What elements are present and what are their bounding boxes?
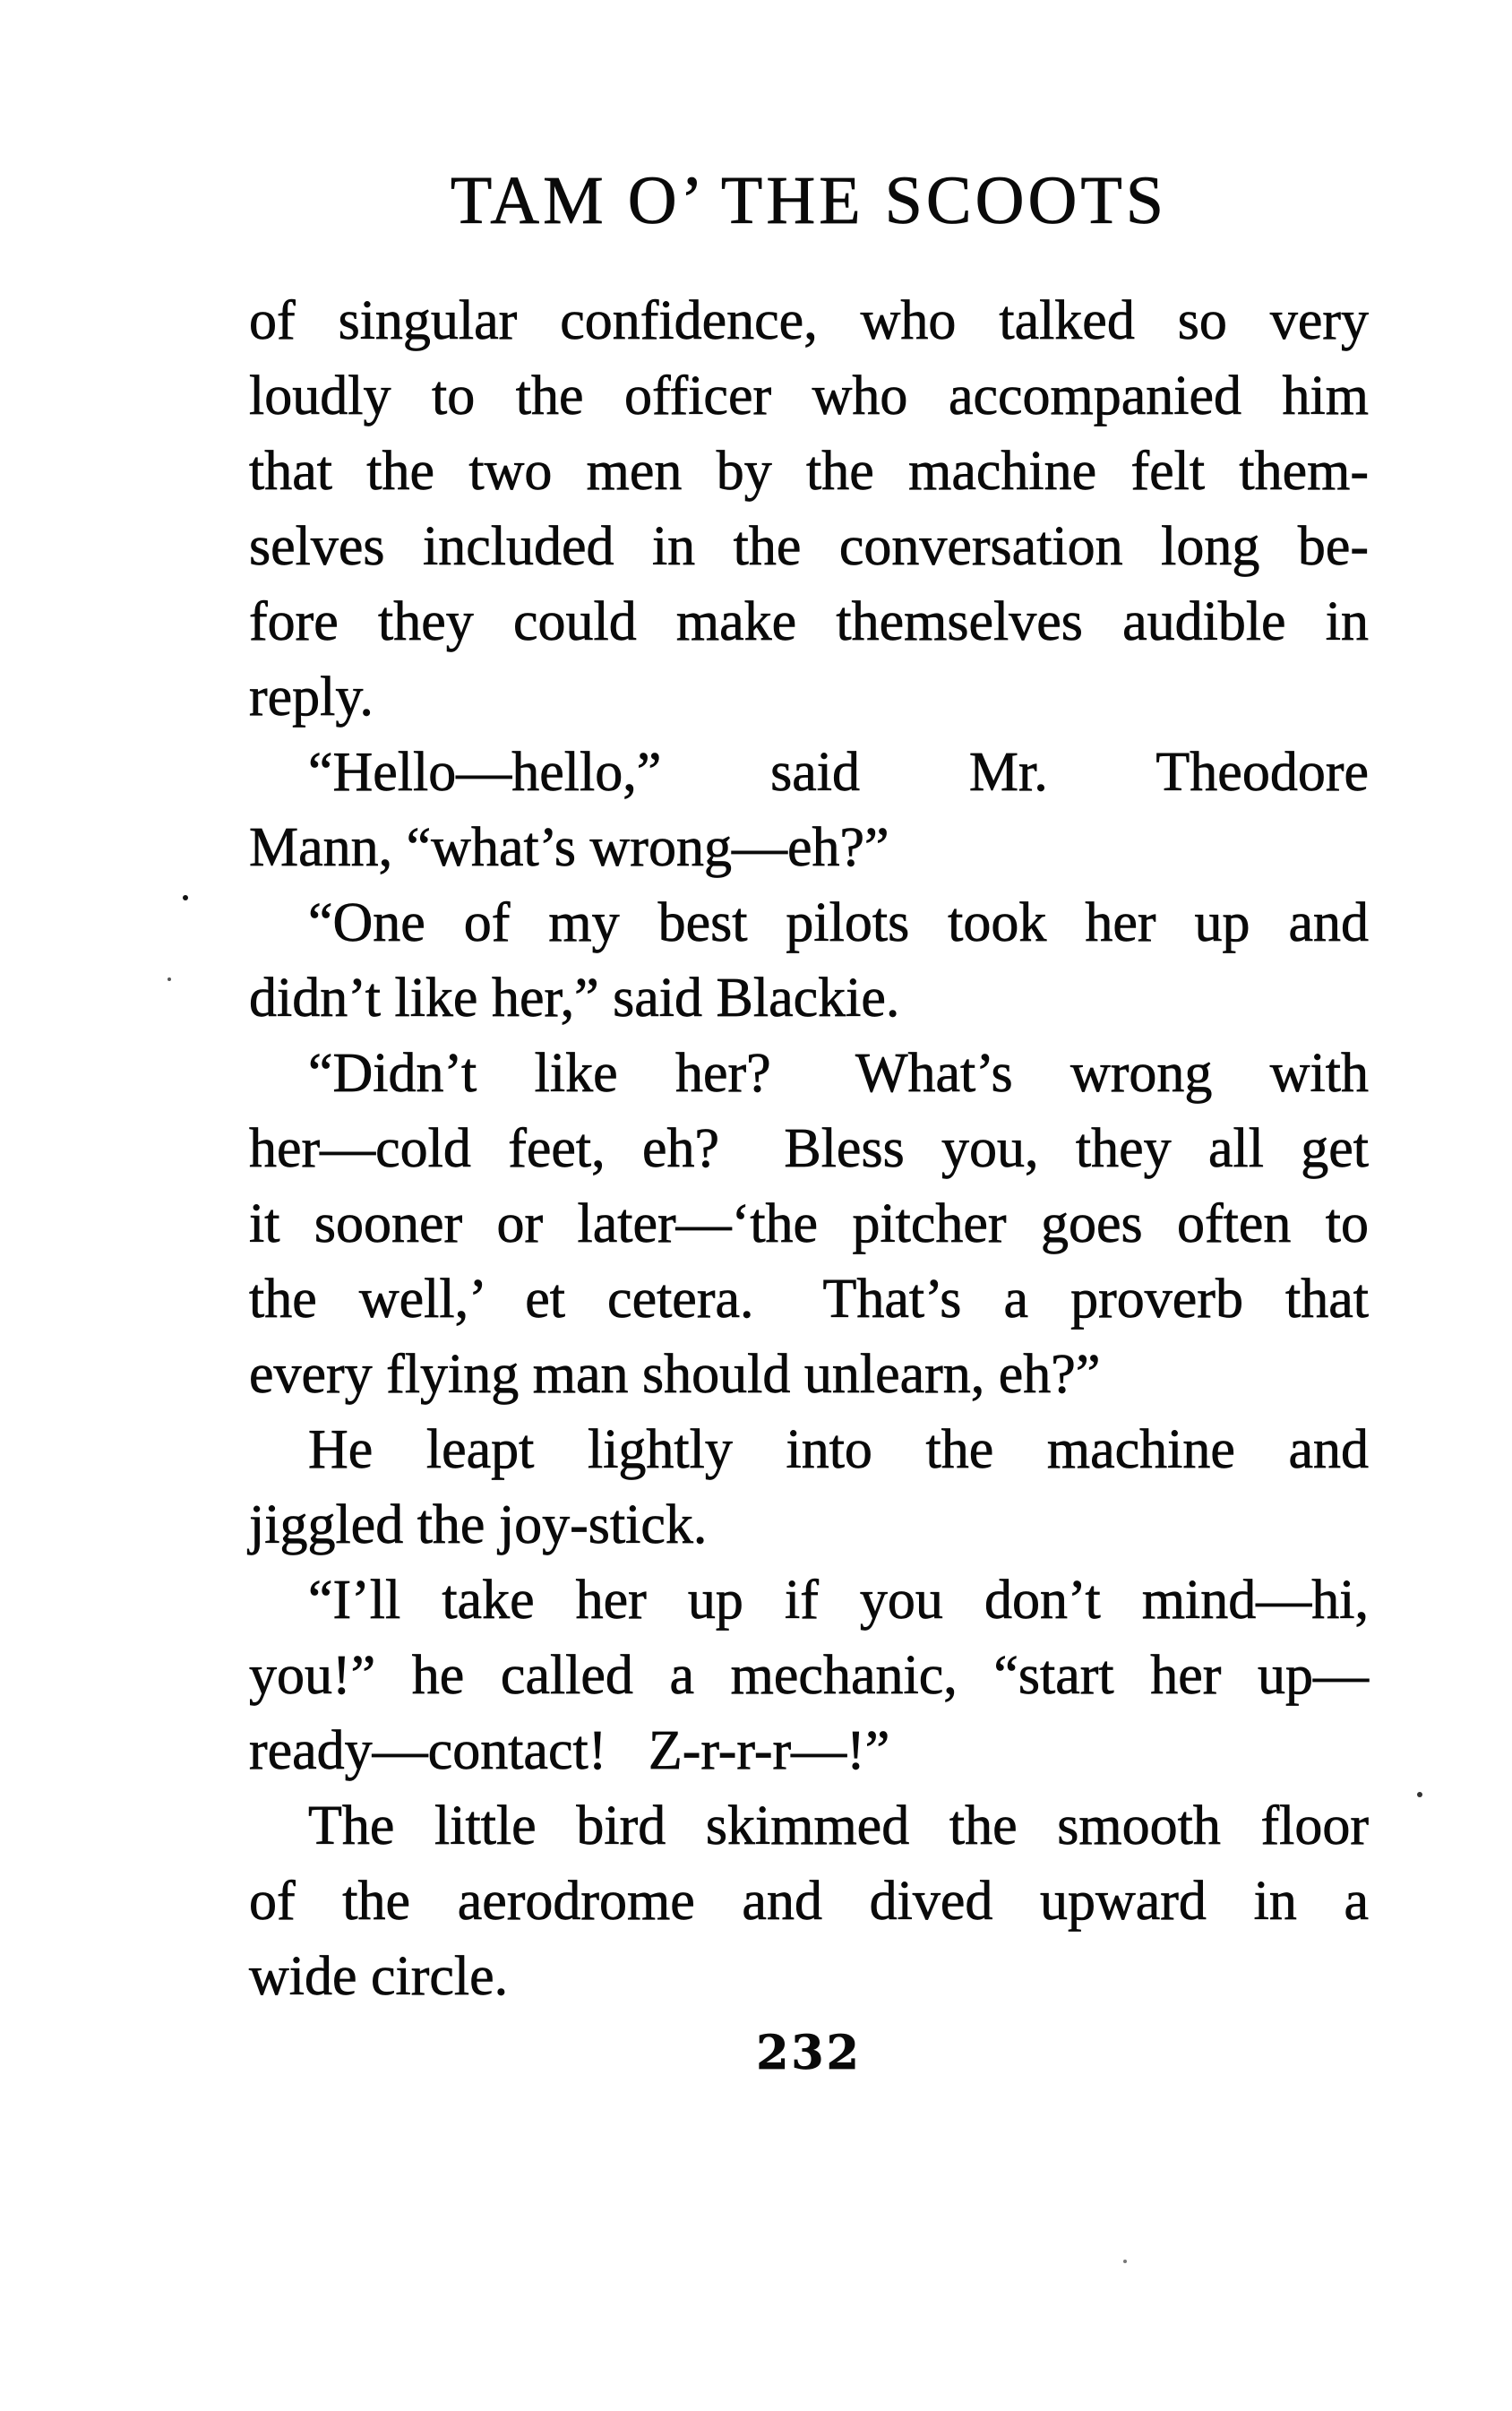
text-line: fore they could make themselves audible in [249,591,1369,652]
text-line: it sooner or later—‘the pitcher goes often to [249,1193,1369,1254]
text-line: every flying man should unlearn, eh?” [249,1344,1101,1405]
page-title: TAM O’ THE SCOOTS [450,163,1168,238]
text-line: you!” he called a mechanic, “start her up— [249,1645,1369,1706]
text-line: the well,’ et cetera. That’s a proverb that [249,1269,1369,1330]
text-line: Mann, “what’s wrong—eh?” [249,817,889,878]
text-line: loudly to the officer who accompanied him [249,366,1369,426]
scan-speck [168,977,171,981]
text-line: He leapt lightly into the machine and [308,1419,1369,1480]
scan-speck [183,895,188,900]
body-text-block [249,283,1369,2014]
page-number: 232 [756,2026,862,2080]
text-line: The little bird skimmed the smooth floor [308,1795,1369,1856]
scan-speck [1417,1792,1422,1797]
text-line: reply. [249,667,374,728]
text-line: “I’ll take her up if you don’t mind—hi, [308,1570,1369,1631]
text-line: “Hello—hello,” said Mr. Theodore [308,742,1369,803]
text-line: jiggled the joy-stick. [249,1494,708,1555]
text-line: her—cold feet, eh? Bless you, they all get [249,1118,1369,1179]
text-line: of singular confidence, who talked so very [249,290,1369,351]
text-line: “One of my best pilots took her up and [308,892,1369,953]
text-line: didn’t like her,” said Blackie. [249,968,900,1029]
text-line: “Didn’t like her? What’s wrong with [308,1043,1369,1104]
text-line: wide circle. [249,1946,509,2007]
text-line: selves included in the conversation long be- [249,516,1369,577]
scan-speck [1123,2260,1127,2263]
text-line: ready—contact! Z-r-r-r—!” [249,1720,890,1781]
text-line: that the two men by the machine felt them- [249,441,1369,502]
text-line: of the aerodrome and dived upward in a [249,1871,1369,1932]
